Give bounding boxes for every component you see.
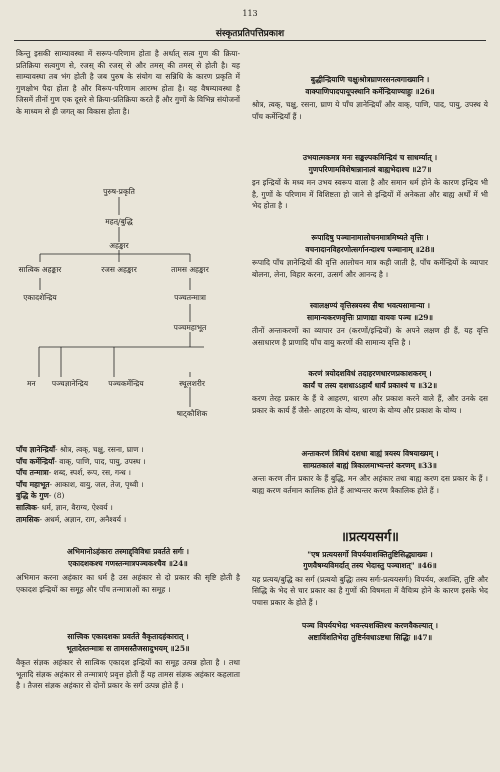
verse-line: गुणपरिणामविशेषान्नानात्वं बाह्यभेदाश्च ॥27॥ xyxy=(308,164,432,174)
node-panchamahabhuta: पञ्चमहाभूत xyxy=(173,323,207,332)
node-purusha-prakriti: पुरुष-प्रकृति xyxy=(103,187,135,196)
verse-line: भूतादेस्तन्मात्रः स तामसस्तैजसादुभयम् ॥25॥ xyxy=(66,643,190,653)
verse-line: सात्त्विक एकादशकः प्रवर्तते वैकृतादहंकारात् । xyxy=(67,632,189,641)
header-rule xyxy=(14,40,486,41)
verse-line: अन्तःकरणं त्रिविधं दशधा बाह्यं त्रयस्य विषयाख्यम् । xyxy=(301,449,439,458)
node-rajasa: रजस अहङ्कार xyxy=(101,265,137,274)
karika-33-block xyxy=(252,448,488,496)
commentary-paragraph: अभिमान करना अहंकार का धर्म है उस अहंकार से दो प्रकार की सृष्टि होती है एकादश इन्द्रियों का समूह और पाँच तन्मात्राओं का समूह । xyxy=(16,573,240,594)
verse-line: रूपादिषु पञ्चानामालोचनमात्रमिष्यते वृत्तिः । xyxy=(311,233,429,242)
karika-28-block xyxy=(252,232,488,280)
verse-line: गुणवैषम्यविमर्दात् तस्य भेदास्तु पञ्चाशत्" ॥46॥ xyxy=(303,561,437,571)
node-panchatanmatra: पञ्चतन्मात्रा xyxy=(174,293,206,302)
definition-row: बुद्धि के गुण- (8) xyxy=(16,491,65,501)
intro-paragraph: किन्तु इसकी साम्यावस्था में सरूप-परिणाम होता है अर्थात् सत्व गुण की क्रिया-प्रतिक्रिया सत्वगुण से, रजस् की रजस् से और तमस् की तमस् से होती है। यह साम्यावस्था तब भंग होती है जब पुरुष के संयोग या सन्निधि के कारण प्रकृति में गुणक्षोभ पैदा होता है और विरूप-परिणाम आरम्भ होता है। यह वैषम्यावस्था है जिसमें तीनों गुण एक दूसरे से क्रिया-प्रतिक्रिया करते हैं और गुणों के विभिन्न संयोजनों के माध्यम से ही जगत् का विकास होता है। xyxy=(16,49,240,116)
section-heading: ॥प्रत्ययसर्ग॥ xyxy=(341,530,399,545)
running-title: संस्कृतप्रतिपत्तिप्रकाश xyxy=(215,29,285,39)
node-ahankara: अहङ्कार xyxy=(109,241,129,250)
verse-line: कार्यं च तस्य दशधाऽऽहार्यं धार्यं प्रकाश्यं च ॥32॥ xyxy=(302,380,438,390)
verse-line: सामान्यकरणवृत्तिः प्राणाद्या वायवः पञ्च ॥29॥ xyxy=(307,312,433,322)
karika-27-block xyxy=(252,152,488,212)
karika-32-block xyxy=(252,368,488,416)
node-tamasa: तामस अहङ्कार xyxy=(171,265,209,274)
verse-line: वाक्पाणिपादपायूपस्थानि कर्मेन्द्रियाण्याहुः ॥26॥ xyxy=(305,86,435,96)
evolution-diagram xyxy=(14,182,242,444)
verse-line: स्वालक्षण्यं वृत्तिस्त्रयस्य सैषा भवत्यसामान्या । xyxy=(310,301,430,310)
verse-line: बुद्धीन्द्रियाणि चक्षुःश्रोत्रघ्राणरसनत्वगाख्यानि । xyxy=(310,75,430,84)
verse-line: पञ्च विपर्ययभेदा भवन्त्यशक्तिश्च करणवैकल्यात् । xyxy=(302,621,438,631)
commentary-paragraph: अन्तः करण तीन प्रकार के हैं बुद्धि, मन और अहंकार तथा बाह्य करण दस प्रकार के हैं । बाह्य करण वर्तमान कालिक होते हैं आभ्यन्तर करण त्रैकालिक होते हैं । xyxy=(252,474,488,495)
node-jnanendriya: पञ्चज्ञानेन्द्रिय xyxy=(51,379,89,388)
node-shatkoshik: षाट्कौशिक xyxy=(176,409,208,418)
node-ekadashendriya: एकादशेन्द्रिय xyxy=(23,293,57,302)
definition-row: पाँच कर्मेन्द्रियाँ- वाक्, पाणि, पाद, पायु, उपस्थ । xyxy=(16,456,146,466)
node-sattvika: सात्विक अहङ्कार xyxy=(18,265,62,274)
page-number: 113 xyxy=(242,9,258,18)
node-mana: मन xyxy=(27,379,36,388)
karika-26-block xyxy=(252,74,488,122)
commentary-paragraph: यह प्रत्यय/बुद्धि का सर्ग (प्रत्ययो बुद्धिः तस्य सर्गः-प्रत्ययसर्गः) विपर्यय, अशक्ति, तुष्टि और सिद्धि के भेद से चार प्रकार का है गुणों की विषमता में वैचित्र्य होने के कारण इसके भेद पचास प्रकार के होते हैं । xyxy=(252,574,488,607)
verse-line: साम्प्रतकालं बाह्यं त्रिकालमाभ्यन्तरं करणम् ॥33॥ xyxy=(303,460,437,470)
verse-line: करणं त्रयोदशविधं तदाहरणधारणप्रकाशकरम् । xyxy=(308,369,432,378)
definition-row: पाँच तन्मात्रा- शब्द, स्पर्श, रूप, रस, गन्ध । xyxy=(16,468,131,478)
node-mahat: महत्/बुद्धि xyxy=(105,217,133,226)
node-karmendriya: पञ्चकर्मेन्द्रिय xyxy=(108,379,144,388)
commentary-paragraph: इन इन्द्रियों के मध्य मन उभय स्वरूप वाला है और समान धर्म होने के कारण इन्द्रिय भी है, गुणों के परिणाम में विशिष्टता हो जाने से इन्द्रियों में अनेकता और बाह्य अर्थों में भी भेद होता है । xyxy=(252,178,488,211)
node-sthulasharira: स्थूलशरीर xyxy=(179,379,205,388)
definition-row: सात्विक- धर्म, ज्ञान, वैराग्य, ऐश्वर्य । xyxy=(16,502,113,512)
karika-29-block xyxy=(252,300,488,348)
definitions-list xyxy=(16,444,240,525)
verse-line: अभिमानोऽहंकारः तस्माद्द्विविधः प्रवर्तते सर्गः । xyxy=(67,547,189,556)
verse-line: "एष प्रत्ययसर्गो विपर्ययाशक्तितुष्टिसिद्ध्याख्यः । xyxy=(307,549,433,559)
pratyayasarga-section xyxy=(252,528,488,643)
verse-line: उभयात्मकमत्र मनः सङ्कल्पकमिन्द्रियं च साधर्म्यात् । xyxy=(302,153,438,162)
commentary-paragraph: तीनों अन्तःकरणों का व्यापार उन (करणों/इन्द्रियों) के अपने लक्षण ही हैं, यह वृत्ति असाधारण है प्राणादि पाँच वायु करणों की सामान्य वृत्ति है । xyxy=(252,326,488,347)
verse-line: एकादशकश्च गणस्तन्मात्रपञ्चकश्चैव ॥24॥ xyxy=(68,558,188,568)
karika-25-block xyxy=(16,631,240,692)
definition-row: पाँच ज्ञानेन्द्रियाँ- श्रोत्र, त्वक्, चक्षु, रसना, घ्राण । xyxy=(16,445,144,454)
karika-24-block xyxy=(16,546,240,595)
commentary-paragraph: श्रोत्र, त्वक्, चक्षु, रसना, घ्राण ये पाँच ज्ञानेन्द्रियाँ और वाक्, पाणि, पाद, पायु, उपस्थ ये पाँच कर्मेन्द्रियाँ हैं । xyxy=(252,100,488,121)
left-column xyxy=(16,48,240,118)
definition-row: पाँच महाभूत- आकाश, वायु, जल, तेज, पृथ्वी । xyxy=(16,479,144,489)
definition-row: तामसिक- अधर्म, अज्ञान, राग, अनैश्वर्य । xyxy=(16,514,127,524)
commentary-paragraph: रूपादि पाँच ज्ञानेन्द्रियों की वृत्ति आलोचन मात्र कही जाती है, पाँच कर्मेन्द्रियों के व्यापार बोलना, लेना, विहार करना, उत्सर्ग और आनन्द है । xyxy=(252,258,488,279)
verse-line: अष्टाविंशतिभेदा तुष्टिर्नवधाऽष्टधा सिद्धिः ॥47॥ xyxy=(307,632,433,642)
commentary-paragraph: वैकृत संज्ञक अहंकार से सात्विक एकादश इन्द्रियों का समूह उत्पन्न होता है । तथा भूतादि संज्ञक अहंकार से तन्मात्राएं प्रवृत्त होती हैं यह तामस संज्ञक अहंकार कहलाता है । तैजस संज्ञक अहंकार से दोनों प्रकार के सर्ग उत्पन्न होते हैं । xyxy=(16,658,240,691)
commentary-paragraph: करण तेरह प्रकार के हैं वे आहरण, धारण और प्रकाश करने वाले हैं, और उनके दस प्रकार के कार्य हैं जैसे- आहरण के योग्य, धारण के योग्य और प्रकाश के योग्य । xyxy=(252,394,488,415)
verse-line: वचनादानविहरणोत्सर्गानन्दाश्च पञ्चानाम् ॥28॥ xyxy=(305,244,435,254)
